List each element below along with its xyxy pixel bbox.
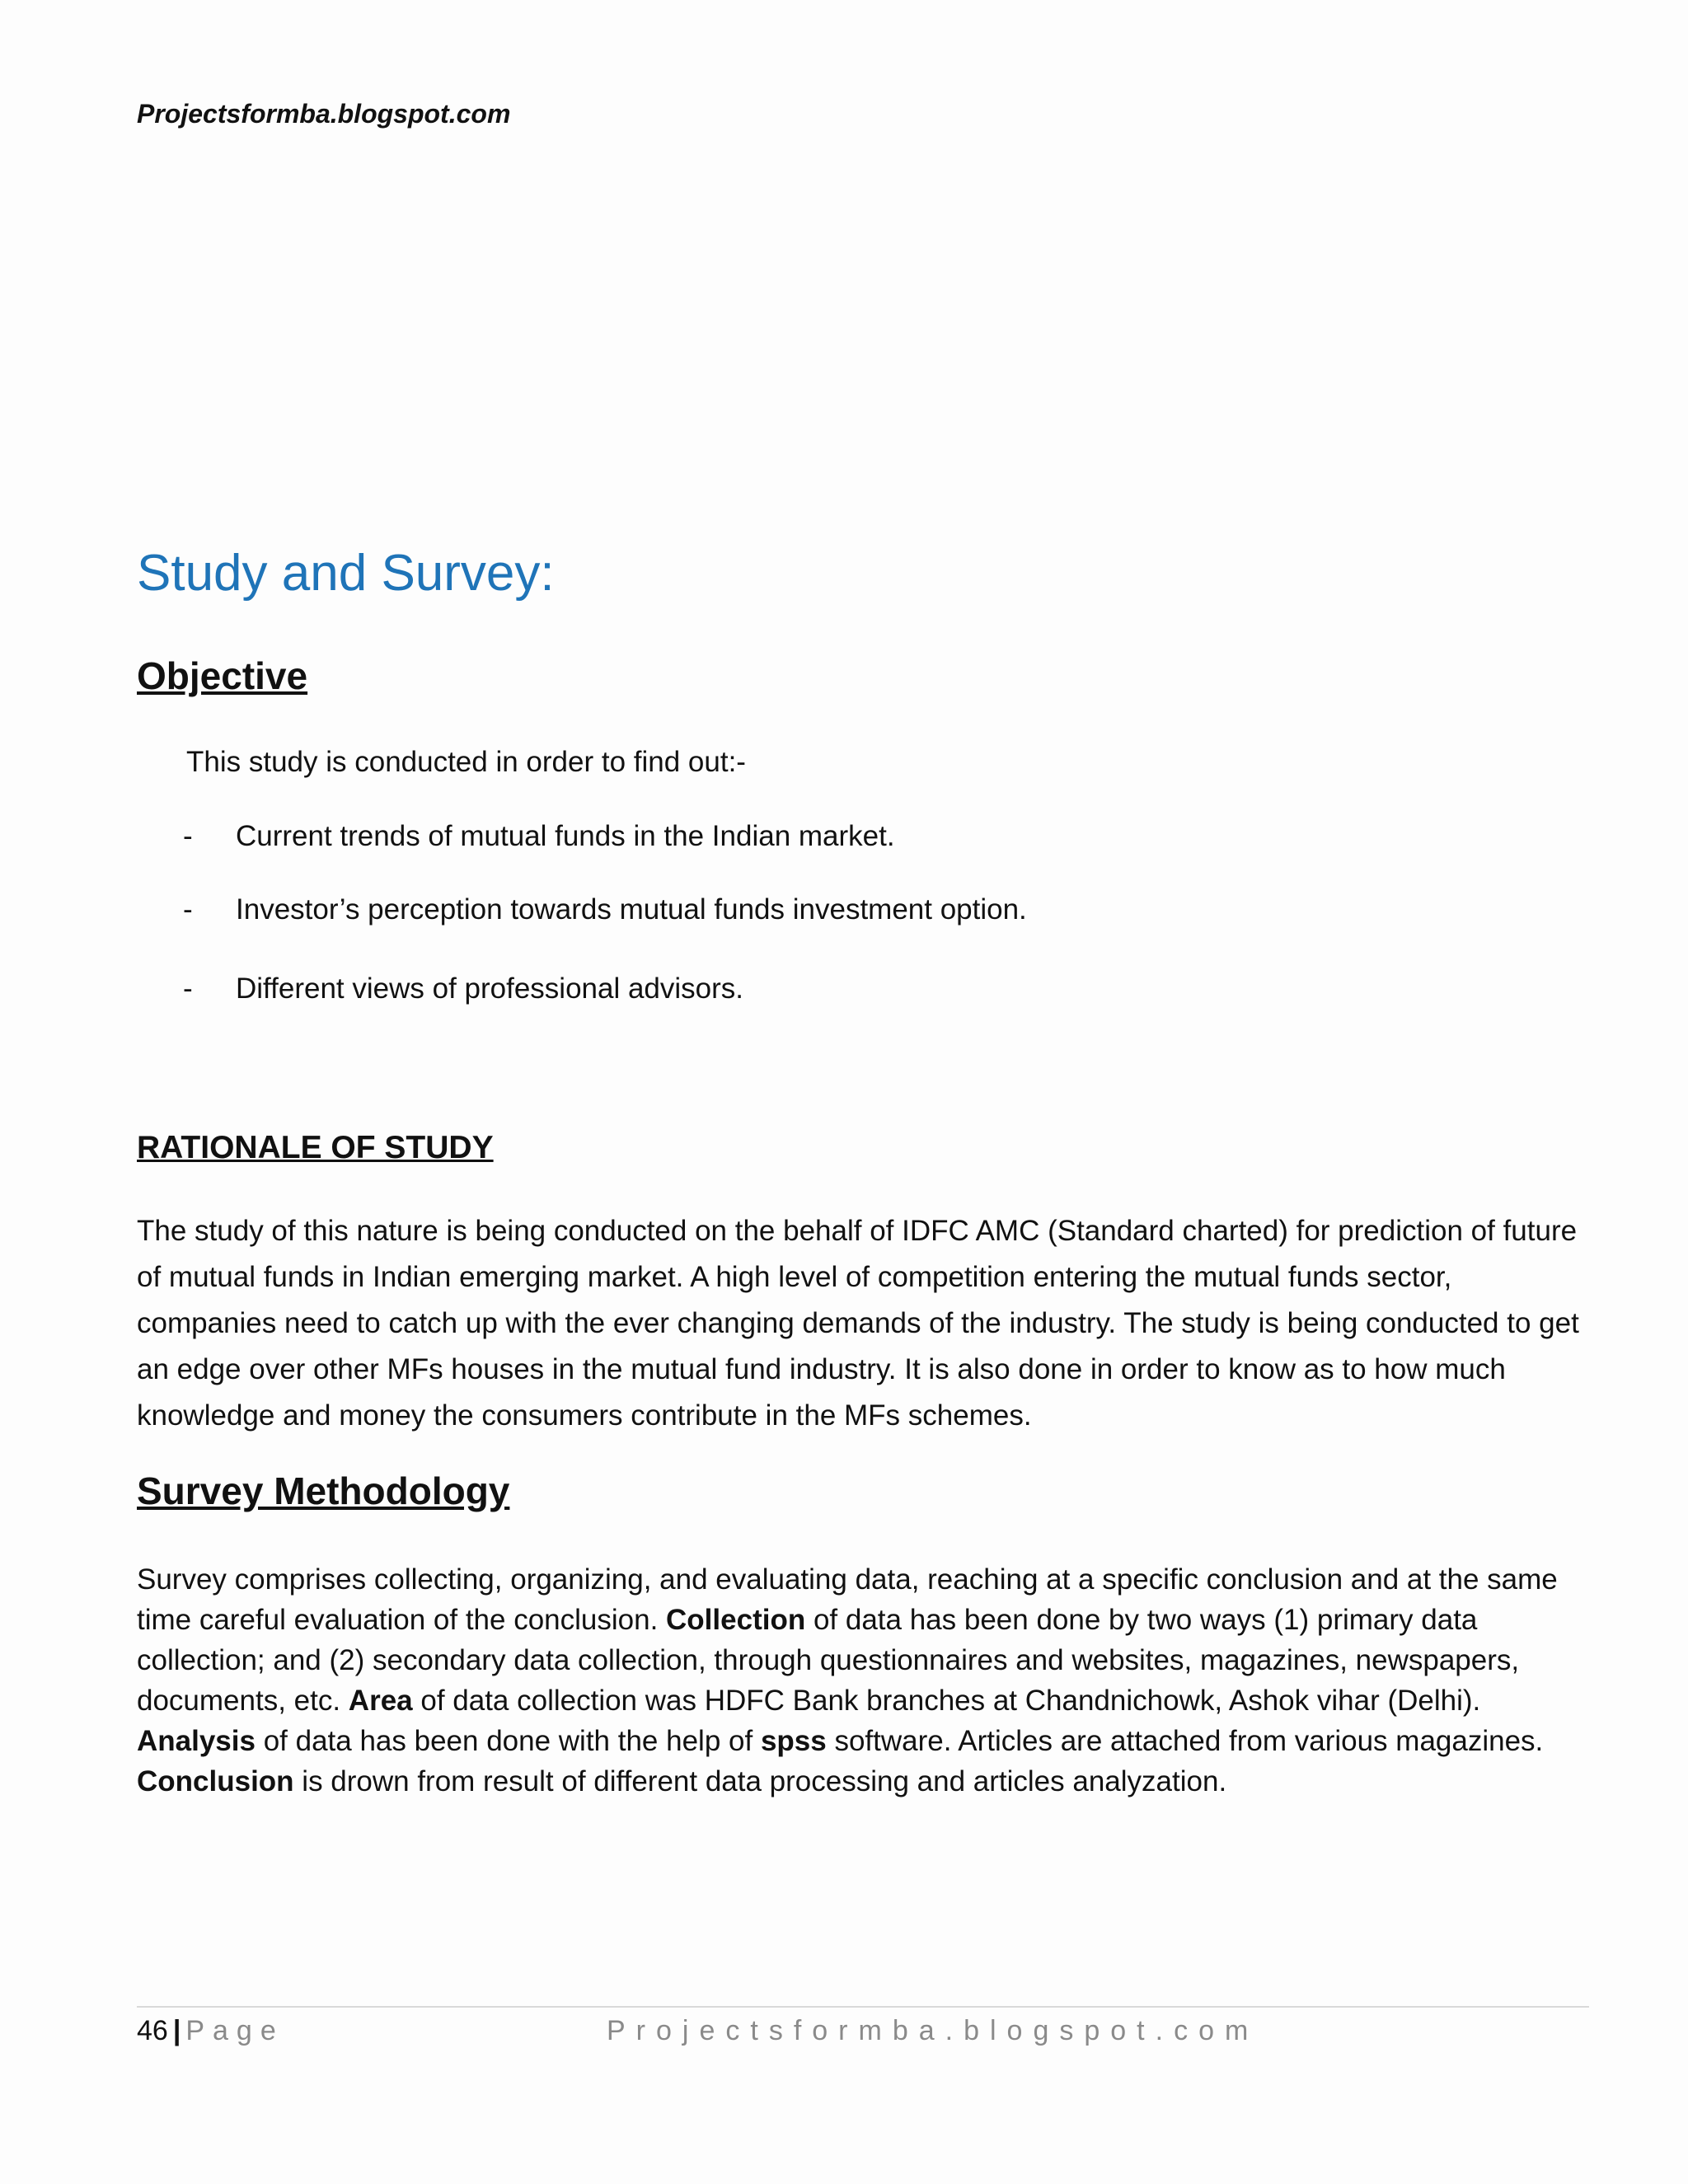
objective-heading: Objective [137,654,308,697]
survey-paragraph [137,1559,1575,1802]
bullet-text: Different views of professional advisors. [236,972,744,1005]
page-label: Page [185,2015,284,2046]
page-number: 46 [137,2015,168,2046]
footer-separator: | [172,2015,181,2046]
survey-text-part: is drown from result of different data processing and articles analyzation. [293,1765,1227,1797]
bullet-dash: - [183,972,193,1005]
header-site-name: Projectsformba.blogspot.com [137,99,511,129]
survey-text-part: software. Articles are attached from various magazines. [826,1725,1544,1757]
bullet-text: Investor’s perception towards mutual funds investment option. [236,893,1027,926]
keyword-conclusion: Conclusion [137,1765,294,1797]
bullet-text: Current trends of mutual funds in the Indian market. [236,820,895,852]
keyword-area: Area [348,1685,413,1717]
page-title: Study and Survey: [137,545,555,602]
footer-divider [137,2006,1589,2008]
objective-bullet [183,972,743,1006]
objective-bullet [183,893,1027,927]
page-footer [137,2013,1589,2049]
survey-text-part: of data has been done by two ways (1) primary data collection; and (2) secondary data collection, through questionnaires and websites, magazines, newspapers, documents, etc. [137,1604,1520,1717]
rationale-paragraph: The study of this nature is being conducted on the behalf of IDFC AMC (Standard charted) for prediction of future of mutual funds in Indian emerging market. A high level of competition entering the mutual funds sector, companies need to catch up with the ever changing demands of the industry. The study is being conducted to get an edge over other MFs houses in the mutual fund industry. It is also done in order to know as to how much knowledge and money the consumers contribute in the MFs schemes. [137,1215,1579,1432]
keyword-collection: Collection [666,1604,806,1636]
survey-text-part: Survey comprises collecting, organizing, and evaluating data, reaching at a specific conclusion and at the same time careful evaluation of the conclusion. [137,1563,1558,1636]
survey-text-part: of data has been done with the help of [255,1725,761,1757]
survey-text-part: of data collection was HDFC Bank branches at Chandnichowk, Ashok vihar (Delhi). [412,1685,1481,1717]
rationale-heading: RATIONALE OF STUDY [137,1130,494,1165]
bullet-dash: - [183,820,193,852]
objective-intro: This study is conducted in order to find out:- [186,746,746,778]
survey-heading: Survey Methodology [137,1469,510,1512]
keyword-analysis: Analysis [137,1725,256,1757]
objective-bullet [183,819,895,854]
bullet-dash: - [183,893,193,926]
keyword-spss: spss [760,1725,827,1757]
footer-site-name: Projectsformba.blogspot.com [607,2015,1259,2046]
